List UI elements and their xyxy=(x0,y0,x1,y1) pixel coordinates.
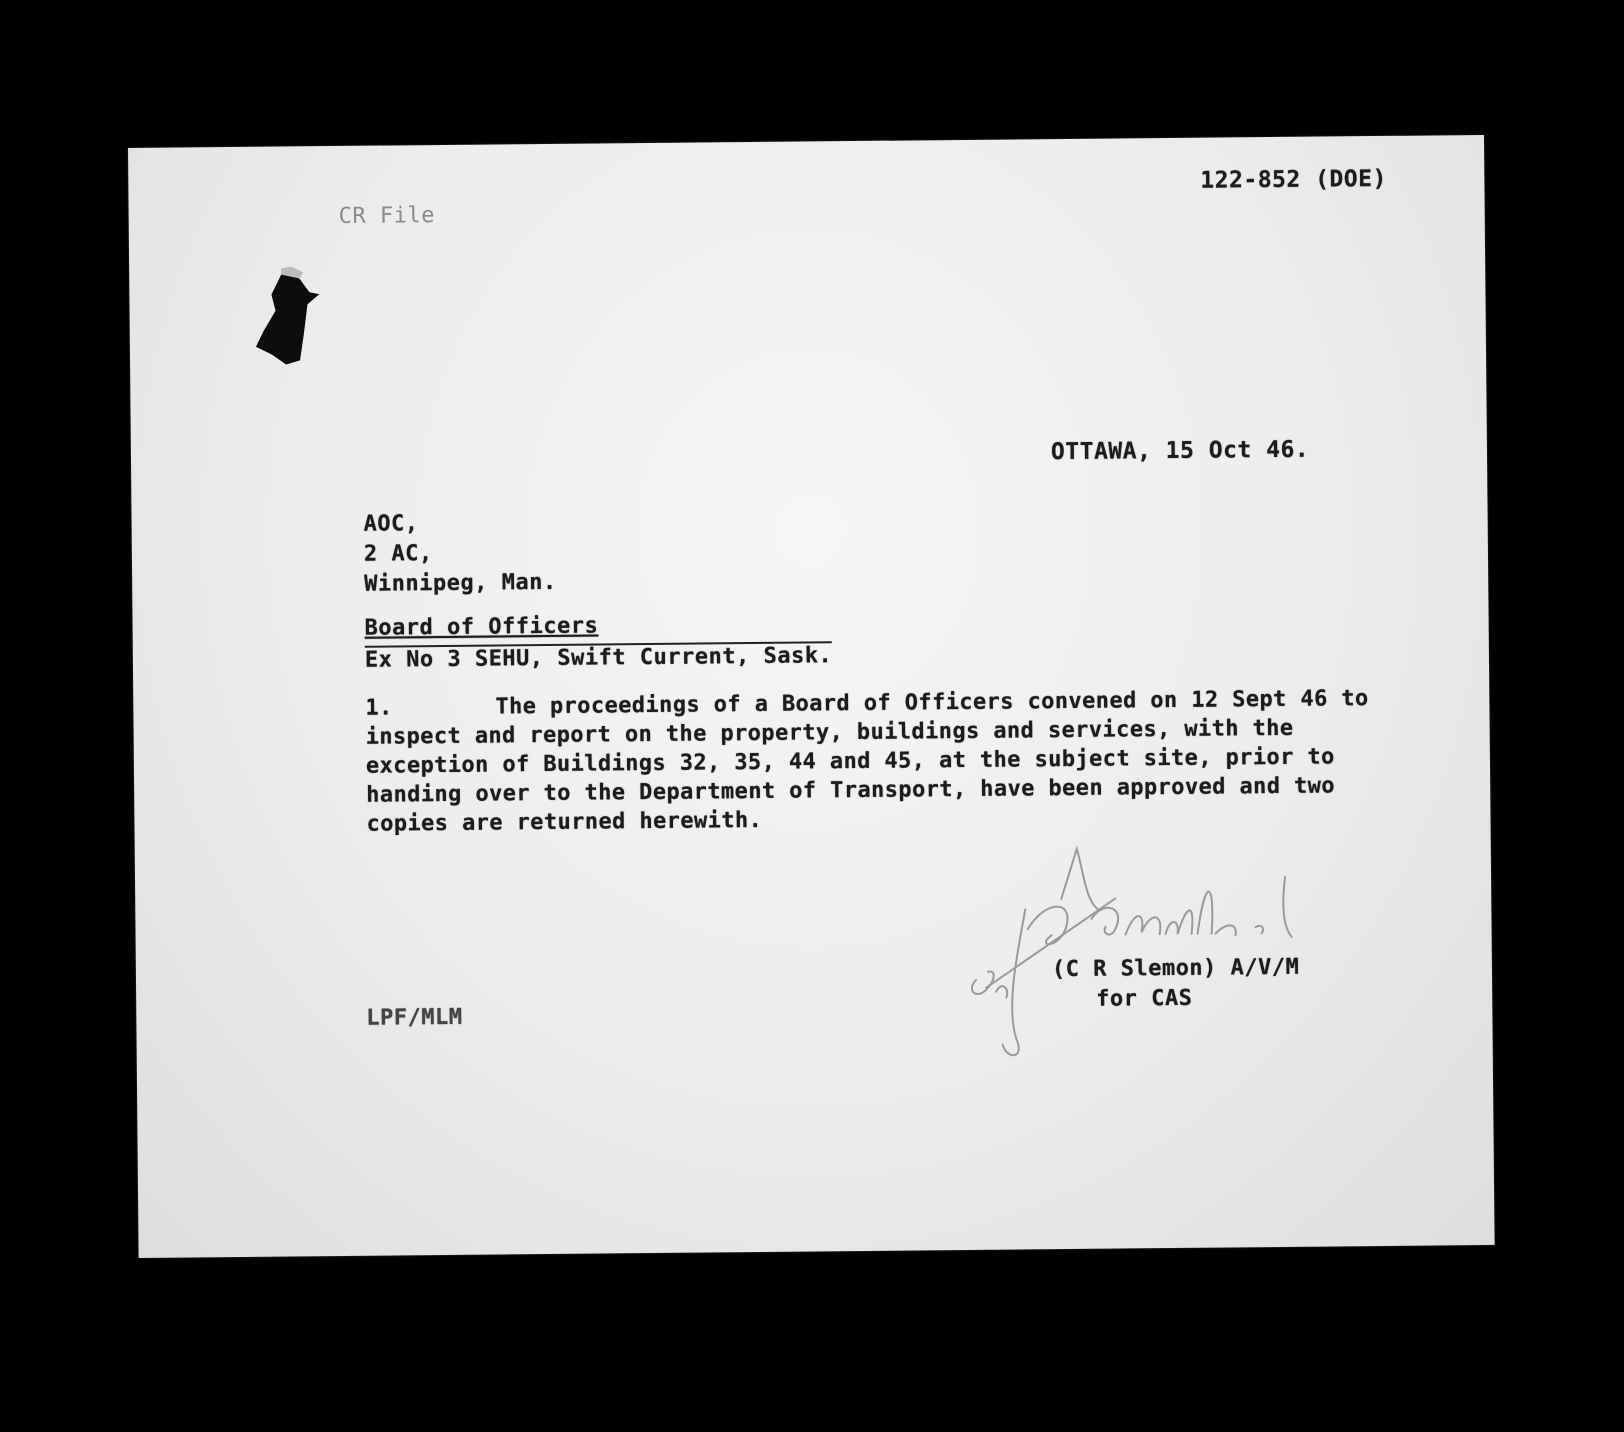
subject-line: Ex No 3 SEHU, Swift Current, Sask. xyxy=(364,643,833,673)
subject-line: Board of Officers xyxy=(364,613,599,641)
file-reference: 122-852 (DOE) xyxy=(1200,165,1387,194)
address-line: Winnipeg, Man. xyxy=(364,569,557,597)
body-paragraph xyxy=(365,684,1386,839)
letter-sheet xyxy=(128,135,1495,1258)
torn-seal-mark xyxy=(241,264,332,375)
address-line: AOC, xyxy=(363,511,419,537)
signatory-name: (C R Slemon) A/V/M xyxy=(1051,954,1300,983)
typist-initials: LPF/MLM xyxy=(366,1004,463,1031)
address-line: 2 AC, xyxy=(363,541,433,567)
cr-file-label: CR File xyxy=(338,203,436,229)
date-line: OTTAWA, 15 Oct 46. xyxy=(1050,436,1310,466)
paragraph-number: 1. xyxy=(365,695,393,721)
paragraph-text: The proceedings of a Board of Officers convened on 12 Sept 46 to inspect and report on the property, buildings and services, with the exception of Buildings 32, 35, 44 and 45, at the subject site, prior to handing over to the Department of Transport, have been approved and two copies are returned herewith. xyxy=(365,686,1369,837)
handwritten-signature xyxy=(965,837,1327,1070)
signatory-on-behalf: for CAS xyxy=(1096,985,1193,1012)
